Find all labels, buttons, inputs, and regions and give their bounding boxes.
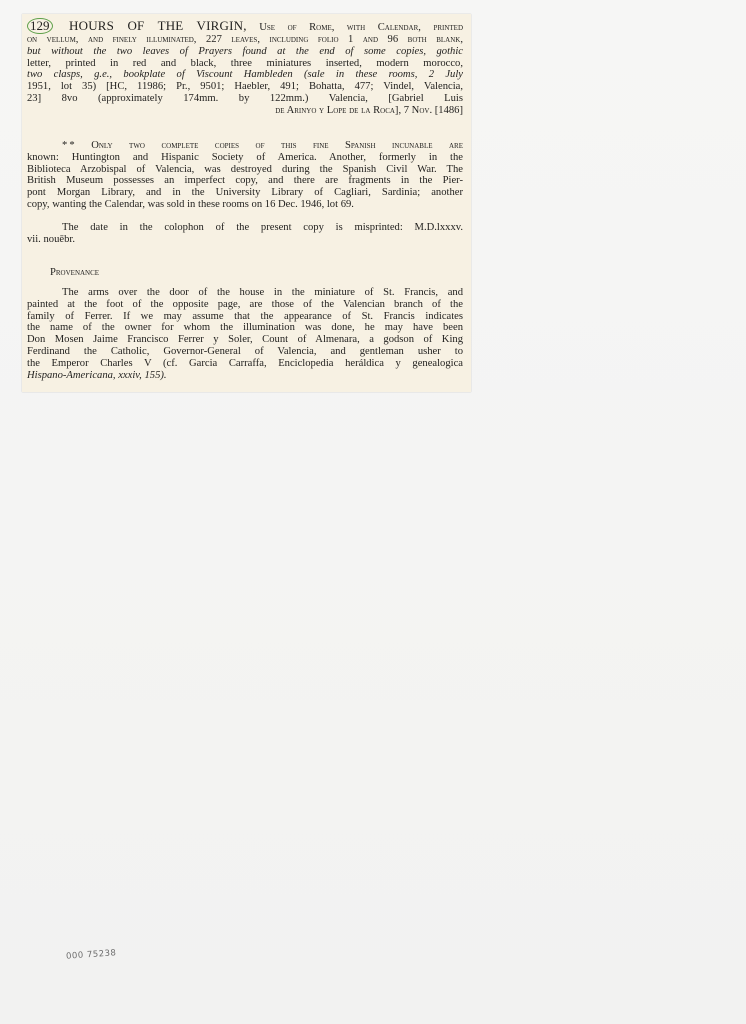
prov-line-8: Hispano-Americana, xxxiv, 155). <box>27 369 167 381</box>
entry-line-6: 1951, lot 35) [HC, 11986; Pr., 9501; Haebler, 491; Bohatta, 477; Vindel, Valencia, <box>27 81 463 93</box>
entry-line-7: 23] 8vo (approximately 174mm. by 122mm.) Valencia, [Gabriel Luis <box>27 92 463 104</box>
entry-line-3: but without the two leaves of Prayers found at the end of some copies, gothic <box>27 45 463 57</box>
provenance-heading: Provenance <box>50 267 100 278</box>
date-line-1: The date in the colophon of the present copy is misprinted: M.D.lxxxv. <box>62 222 463 233</box>
prov-line-3: family of Ferrer. If we may assume that the appearance of St. Francis indicates <box>27 310 463 322</box>
prov-line-6: Ferdinand the Catholic, Governor-General of Valencia, and gentleman usher to <box>27 345 463 357</box>
prov-line-1: The arms over the door of the house in the miniature of St. Francis, and <box>62 287 463 298</box>
note-line-6: copy, wanting the Calendar, was sold in these rooms on 16 Dec. 1946, lot 69. <box>27 198 354 210</box>
note-marker: * * <box>62 140 75 151</box>
handwritten-number: 000 75238 <box>65 948 117 962</box>
note-line-5: pont Morgan Library, and in the University Library of Cagliari, Sardinia; another <box>27 187 463 199</box>
note-paragraph <box>27 140 463 211</box>
entry-line-2: on vellum, and finely illuminated, 227 leaves, including folio 1 and 96 both blank, <box>27 34 463 45</box>
note-line-4: British Museum possesses an imperfect copy, and there are fragments in the Pier- <box>27 175 463 187</box>
prov-line-5: Don Mosen Jaime Francisco Ferrer y Soler, Count of Almenara, a godson of King <box>27 334 463 346</box>
note-line-3: Biblioteca Arzobispal of Valencia, was destroyed during the Spanish Civil War. The <box>27 163 463 175</box>
entry-line-8: de Arinyo y Lope de la Roca], 7 Nov. [1486] <box>275 104 463 116</box>
prov-line-7: the Emperor Charles V (cf. Garcia Carraffa, Enciclopedia heráldica y genealogica <box>27 357 463 369</box>
entry-title: HOURS OF THE VIRGIN, <box>69 18 247 33</box>
entry-line-1 <box>27 18 463 34</box>
note-line-1 <box>27 140 463 152</box>
prov-line-2: painted at the foot of the opposite page, are those of the Valencian branch of the <box>27 298 463 310</box>
note-line-2: known: Huntington and Hispanic Society of America. Another, formerly in the <box>27 151 463 163</box>
lot-entry <box>27 18 463 117</box>
prov-line-4: the name of the owner for whom the illumination was done, he may have been <box>27 322 463 334</box>
date-paragraph <box>27 222 463 246</box>
date-line-2: vii. nouēbr. <box>27 233 75 245</box>
entry-line-text: Use of Rome, with Calendar, printed <box>259 22 463 33</box>
lot-number: 129 <box>27 18 53 34</box>
provenance-paragraph <box>27 287 463 381</box>
note-line-1-text: Only two complete copies of this fine Spanish incunable are <box>91 140 463 151</box>
entry-line-5: two clasps, g.e., bookplate of Viscount Hambleden (sale in these rooms, 2 July <box>27 69 463 81</box>
entry-line-4: letter, printed in red and black, three miniatures inserted, modern morocco, <box>27 57 463 69</box>
